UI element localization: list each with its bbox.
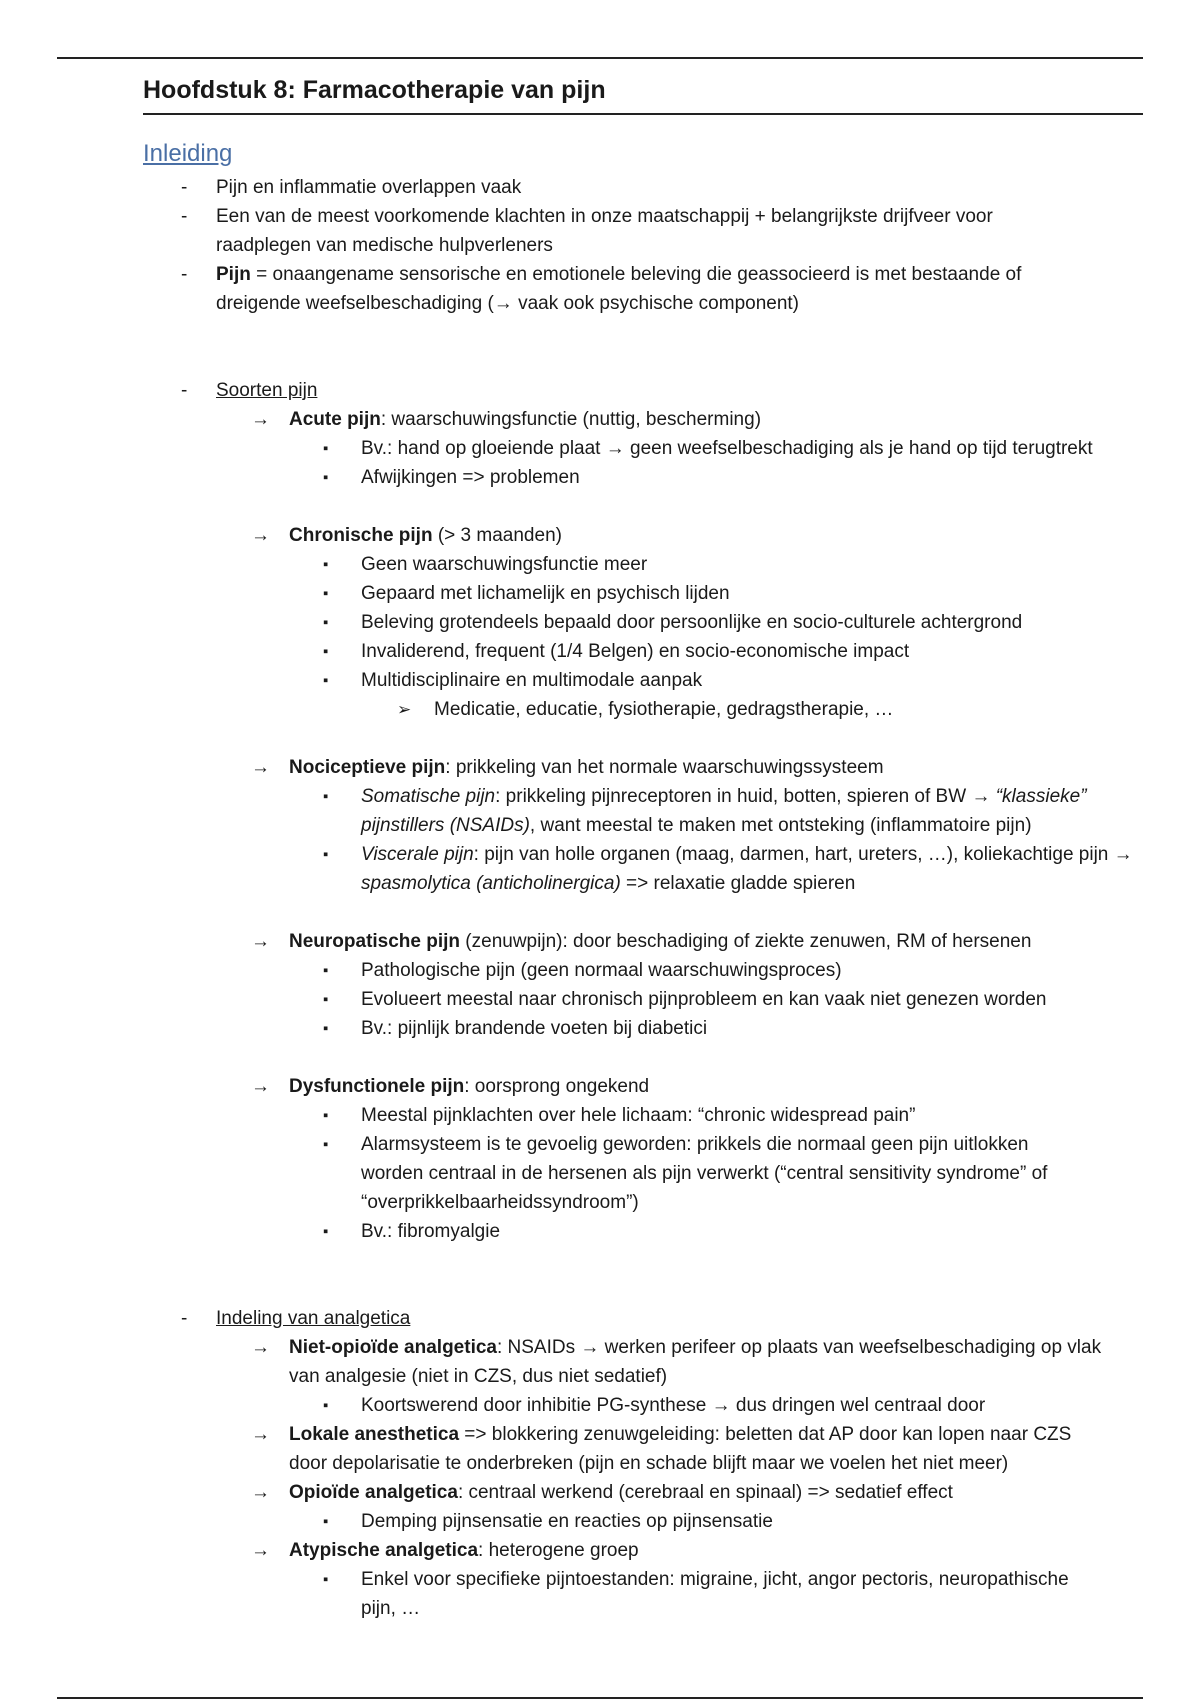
bullet-item: ▪ Somatische pijn: prikkeling pijnreceptoren in huid, botten, spieren of BW → “klassieke” pijnstillers (NSAIDs), want meestal te maken met ontsteking (inflammatoire pijn) <box>143 782 1143 840</box>
arrow-item-acute: → Acute pijn: waarschuwingsfunctie (nuttig, bescherming) <box>143 405 1143 434</box>
bullet-item: ▪ Invaliderend, frequent (1/4 Belgen) en socio-economische impact <box>143 637 1143 666</box>
bottom-rule <box>57 1697 1143 1699</box>
sub-bullet-item: ➢ Medicatie, educatie, fysiotherapie, gedragstherapie, … <box>143 695 1143 724</box>
arrow-item-nociceptief: → Nociceptieve pijn: prikkeling van het normale waarschuwingssysteem <box>143 753 1143 782</box>
arrow-item-opioide: → Opioïde analgetica: centraal werkend (cerebraal en spinaal) => sedatief effect <box>143 1478 1143 1507</box>
document-body <box>143 70 1143 1623</box>
bullet-item: ▪ Bv.: fibromyalgie <box>143 1217 1143 1246</box>
list-item: - Pijn en inflammatie overlappen vaak <box>143 173 1143 202</box>
arrow-item-niet-opioide: → Niet-opioïde analgetica: NSAIDs → werken perifeer op plaats van weefselbeschadiging op vlak van analgesie (niet in CZS, dus niet sedatief) <box>143 1333 1143 1391</box>
arrow-item-atypisch: → Atypische analgetica: heterogene groep <box>143 1536 1143 1565</box>
chapter-title: Hoofdstuk 8: Farmacotherapie van pijn <box>143 70 1143 115</box>
list-item: - Een van de meest voorkomende klachten in onze maatschappij + belangrijkste drijfveer voor raadplegen van medische hulpverleners <box>143 202 1143 260</box>
bullet-item: ▪ Alarmsysteem is te gevoelig geworden: prikkels die normaal geen pijn uitlokken worden centraal in de hersenen als pijn verwerkt (“central sensitivity syndrome” of “overprikkelbaarheidssyndroom”) <box>143 1130 1143 1217</box>
bullet-item: ▪ Geen waarschuwingsfunctie meer <box>143 550 1143 579</box>
bullet-item: ▪ Gepaard met lichamelijk en psychisch lijden <box>143 579 1143 608</box>
arrow-item-neuropathisch: → Neuropatische pijn (zenuwpijn): door beschadiging of ziekte zenuwen, RM of hersenen <box>143 927 1143 956</box>
bullet-item: ▪ Bv.: hand op gloeiende plaat → geen weefselbeschadiging als je hand op tijd terugtrekt <box>143 434 1143 463</box>
bullet-item: ▪ Pathologische pijn (geen normaal waarschuwingsproces) <box>143 956 1143 985</box>
bullet-item: ▪ Beleving grotendeels bepaald door persoonlijke en socio-culturele achtergrond <box>143 608 1143 637</box>
arrow-item-chronisch: → Chronische pijn (> 3 maanden) <box>143 521 1143 550</box>
bullet-item: ▪ Viscerale pijn: pijn van holle organen (maag, darmen, hart, ureters, …), koliekachtige pijn → spasmolytica (anticholinergica) => relaxatie gladde spieren <box>143 840 1143 898</box>
top-rule <box>57 57 1143 59</box>
arrow-item-lokaal: → Lokale anesthetica => blokkering zenuwgeleiding: beletten dat AP door kan lopen naar CZS door depolarisatie te onderbreken (pijn en schade blijft maar we voelen het niet meer) <box>143 1420 1143 1478</box>
arrow-item-dysfunctioneel: → Dysfunctionele pijn: oorsprong ongekend <box>143 1072 1143 1101</box>
subheading-soorten: - Soorten pijn <box>143 376 1143 405</box>
bullet-item: ▪ Meestal pijnklachten over hele lichaam: “chronic widespread pain” <box>143 1101 1143 1130</box>
bullet-item: ▪ Multidisciplinaire en multimodale aanpak <box>143 666 1143 695</box>
bullet-item: ▪ Afwijkingen => problemen <box>143 463 1143 492</box>
section-heading: Inleiding <box>143 140 233 167</box>
bullet-item: ▪ Enkel voor specifieke pijntoestanden: migraine, jicht, angor pectoris, neuropathische pijn, … <box>143 1565 1143 1623</box>
bullet-item: ▪ Evolueert meestal naar chronisch pijnprobleem en kan vaak niet genezen worden <box>143 985 1143 1014</box>
bullet-item: ▪ Koortswerend door inhibitie PG-synthese → dus dringen wel centraal door <box>143 1391 1143 1420</box>
bullet-item: ▪ Bv.: pijnlijk brandende voeten bij diabetici <box>143 1014 1143 1043</box>
subheading-indeling: - Indeling van analgetica <box>143 1304 1143 1333</box>
list-item: - Pijn = onaangename sensorische en emotionele beleving die geassocieerd is met bestaande of dreigende weefselbeschadiging (→ vaak ook psychische component) <box>143 260 1143 318</box>
bullet-item: ▪ Demping pijnsensatie en reacties op pijnsensatie <box>143 1507 1143 1536</box>
term: Pijn <box>216 264 251 285</box>
